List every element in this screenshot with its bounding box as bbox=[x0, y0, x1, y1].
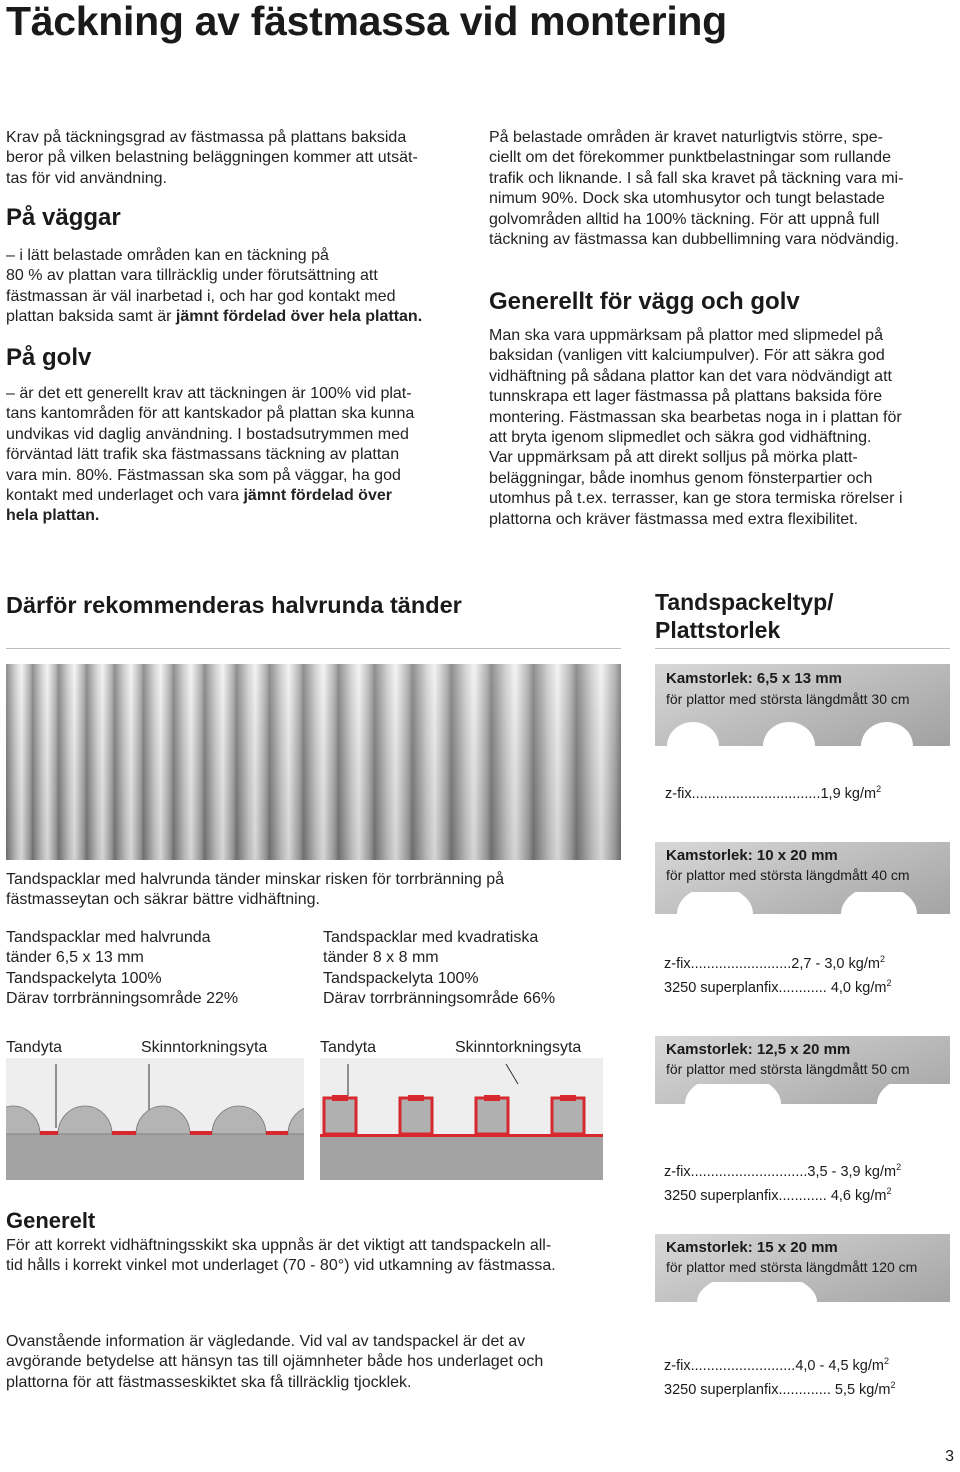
floor-paragraph: – är det ett generellt krav att täckningen är 100% vid plat- tans kantområden för att kantskador på plattan ska kunna undvikas vid daglig användning. I bostadsutrymmen med förväntad lätt trafik ska fästmassans täckning av plattan vara min. 80%. Fästmassan ska som på väggar, ha god kontakt med underlaget och vara jämnt fördelad över hela plattan. bbox=[6, 385, 415, 525]
page-title: Täckning av fästmassa vid montering bbox=[6, 0, 727, 44]
divider bbox=[6, 648, 621, 649]
consumption-2: z-fix.........................2,7 - 3,0 $kg/m^2$ 3250 superplanfix............ 4,0 $kg/m^2$ bbox=[664, 954, 892, 997]
intro-paragraph: Krav på täckningsgrad av fästmassa på plattans baksida beror på vilken belastning beläggningen kommer att utsät- tas för vid användning. bbox=[6, 129, 418, 187]
label-skinntorkningsyta: Skinntorkningsyta bbox=[141, 1039, 268, 1056]
sidebar-heading: Tandspackeltyp/ Plattstorlek bbox=[655, 589, 834, 643]
divider bbox=[655, 648, 950, 649]
disclaimer-paragraph: Ovanstående information är vägledande. Vid val av tandspackel är det av avgörande betydelse att hänsyn tas till ojämnheter både hos underlaget och plattorna för att fästmasseskiktet ska få tillräcklig tjocklek. bbox=[6, 1333, 544, 1391]
photo-caption: Tandspacklar med halvrunda tänder minskar risken för torrbränning på fästmasseytan och säkrar bättre vidhäftning. bbox=[6, 871, 505, 909]
trowel-card-12-5x20: Kamstorlek: 12,5 x 20 mm för plattor med största längdmått 50 cm bbox=[655, 1036, 950, 1134]
load-paragraph: På belastade områden är kravet naturligtvis större, spe- ciellt om det förekommer punktbelastningar som rullande trafik och liknande. I så fall ska kravet på täckning vara mi- nimum 90%. Dock ska utomhusytor och tungt belastade golvområden alltid ha 100% täckning. För att uppnå full täckning av fästmassa kan dubbellimning vara nödvändig. bbox=[489, 129, 904, 249]
label-tandyta: Tandyta bbox=[320, 1039, 377, 1056]
trowel-card-15x20: Kamstorlek: 15 x 20 mm för plattor med största längdmått 120 cm bbox=[655, 1234, 950, 1332]
trowel-card-6-5x13: Kamstorlek: 6,5 x 13 mm för plattor med största längdmått 30 cm bbox=[655, 664, 950, 762]
square-teeth-spec: Tandspacklar med kvadratiska tänder 8 x 8 mm Tandspackelyta 100% Därav torrbränningsområde 66% bbox=[323, 929, 556, 1008]
adhesive-ridges-photo bbox=[6, 664, 621, 860]
generelt-paragraph: För att korrekt vidhäftningsskikt ska uppnås är det viktigt att tandspackeln all- tid hålls i korrekt vinkel mot underlaget (70 - 80°) vid utkamning av fästmassa. bbox=[6, 1237, 556, 1275]
generelt-heading: Generelt bbox=[6, 1208, 96, 1233]
round-notch-profile bbox=[655, 892, 950, 940]
general-heading: Generellt för vägg och golv bbox=[489, 288, 800, 315]
walls-paragraph: – i lätt belastade områden kan en täckning på 80 % av plattan vara tillräcklig under förutsättning att fästmassan är väl inarbetad i, och har god kontakt med plattan baksida samt är jämnt fördelad över hela plattan. bbox=[6, 247, 423, 326]
page-number: 3 bbox=[945, 1448, 954, 1465]
label-skinntorkningsyta: Skinntorkningsyta bbox=[455, 1039, 582, 1056]
round-notch-profile bbox=[655, 1282, 950, 1332]
round-teeth-spec: Tandspacklar med halvrunda tänder 6,5 x 13 mm Tandspackelyta 100% Därav torrbränningsområde 22% bbox=[6, 929, 239, 1008]
square-teeth-diagram bbox=[320, 1058, 603, 1180]
walls-heading: På väggar bbox=[6, 204, 121, 231]
consumption-4: z-fix..........................4,0 - 4,5 $kg/m^2$ 3250 superplanfix............. 5,5 $kg/m^2$ bbox=[664, 1356, 896, 1399]
label-tandyta: Tandyta bbox=[6, 1039, 63, 1056]
floor-heading: På golv bbox=[6, 344, 92, 371]
round-notch-profile bbox=[655, 1084, 950, 1134]
general-paragraph: Man ska vara uppmärksam på plattor med slipmedel på baksidan (vanligen vitt kalciumpulver). För att säkra god vidhäftning på sådana plattor kan det vara nödvändigt att tunnskrapa ett lager fästmassa på plattans baksida före montering. Fästmassan ska bearbetas noga in i plattan för att bryta igenom slipmedlet och säkra god vidhäftning. Var uppmärksam på att direkt solljus på mörka platt- beläggningar, både inomhus genom fönsterpartier och utomhus på t.ex. terrasser, kan ge stora termiska rörelser i plattorna och kräver fästmassa med extra flexibilitet. bbox=[489, 327, 903, 528]
consumption-3: z-fix.............................3,5 - 3,9 $kg/m^2$ 3250 superplanfix............ 4,6 $kg/m^2$ bbox=[664, 1162, 902, 1205]
round-notch-profile bbox=[655, 722, 950, 762]
recommend-heading: Därför rekommenderas halvrunda tänder bbox=[6, 592, 462, 618]
round-teeth-diagram bbox=[6, 1058, 304, 1180]
trowel-card-10x20: Kamstorlek: 10 x 20 mm för plattor med största längdmått 40 cm bbox=[655, 842, 950, 940]
consumption-1: z-fix................................1,9 $kg/m^2$ bbox=[665, 784, 882, 802]
